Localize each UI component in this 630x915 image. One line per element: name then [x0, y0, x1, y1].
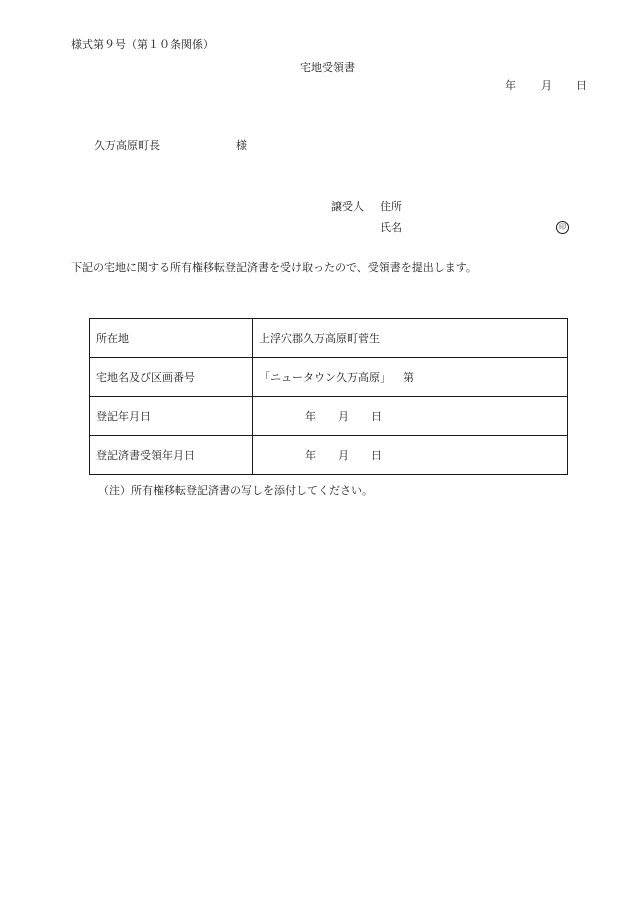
registration-year: 年 — [305, 410, 316, 423]
date-year-label: 年 — [505, 79, 516, 92]
seal-mark: 印 — [556, 221, 569, 234]
lot-number-prefix: 第 — [403, 371, 414, 384]
table-row — [90, 358, 568, 397]
lot-name-label: 宅地名及び区画番号 — [90, 358, 253, 397]
table-row — [90, 319, 568, 358]
info-table — [89, 318, 568, 475]
note-text: （注）所有権移転登記済書の写しを添付してください。 — [98, 484, 373, 497]
registration-date-cell — [253, 397, 568, 436]
receipt-month: 月 — [338, 449, 349, 462]
receipt-year: 年 — [305, 449, 316, 462]
date-month-label: 月 — [541, 79, 552, 92]
receipt-date-label: 登記済書受領年月日 — [90, 436, 253, 475]
document-title: 宅地受領書 — [300, 61, 355, 74]
registration-month: 月 — [338, 410, 349, 423]
registration-day: 日 — [371, 410, 382, 423]
transferee-label: 譲受人 — [331, 200, 364, 213]
location-label: 所在地 — [90, 319, 253, 358]
statement-text: 下記の宅地に関する所有権移転登記済書を受け取ったので、受領書を提出します。 — [71, 261, 477, 274]
address-label: 住所 — [380, 200, 402, 213]
date-day-label: 日 — [576, 79, 587, 92]
receipt-date-cell — [253, 436, 568, 475]
lot-name-cell — [253, 358, 568, 397]
lot-name-value: 「ニュータウン久万高原」 — [259, 371, 391, 384]
receipt-day: 日 — [371, 449, 382, 462]
form-number: 様式第９号（第１０条関係） — [71, 38, 214, 51]
table-row — [90, 397, 568, 436]
addressee-honorific: 様 — [236, 139, 247, 152]
addressee-name: 久万高原町長 — [94, 139, 160, 152]
location-value: 上浮穴郡久万高原町菅生 — [253, 319, 568, 358]
registration-date-label: 登記年月日 — [90, 397, 253, 436]
name-label: 氏名 — [380, 221, 402, 234]
table-row — [90, 436, 568, 475]
